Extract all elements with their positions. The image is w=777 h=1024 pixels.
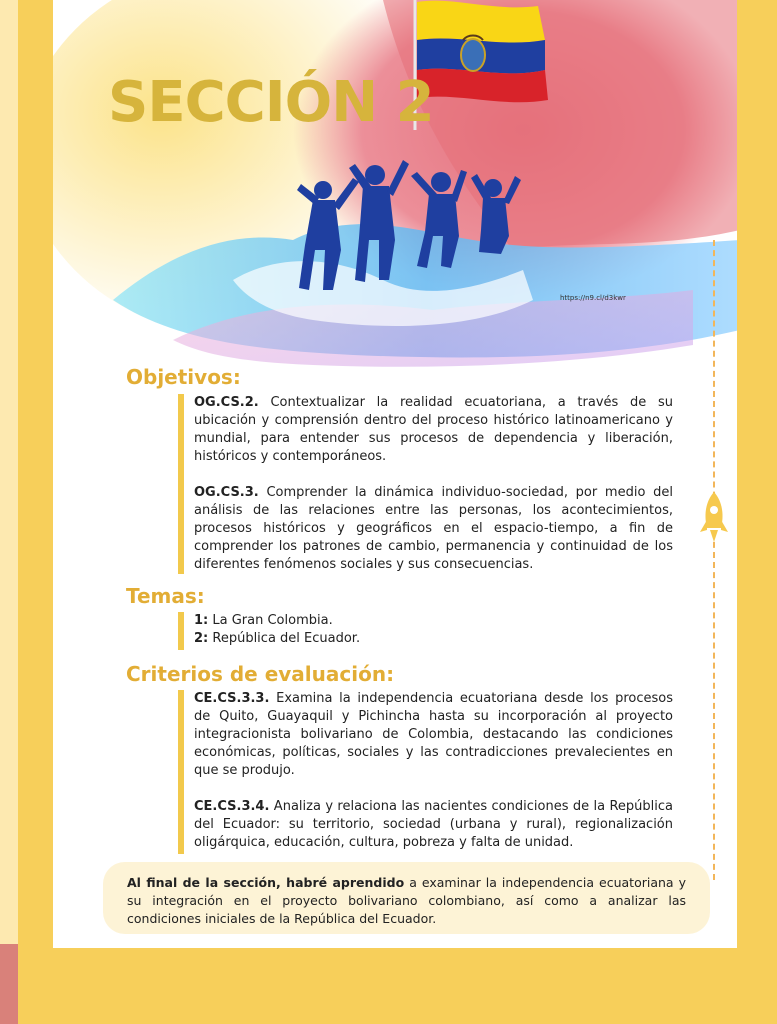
criterio-code: CE.CS.3.3. bbox=[194, 691, 270, 706]
tema-number: 2: bbox=[194, 631, 209, 646]
dashed-guide-line-right bbox=[713, 240, 715, 880]
objetivo-code: OG.CS.3. bbox=[194, 485, 259, 500]
objetivos-block bbox=[178, 394, 673, 574]
image-credit-url[interactable]: https://n9.cl/d3kwr bbox=[560, 294, 626, 302]
summary-bold-lead: Al final de la sección, habré aprendido bbox=[127, 875, 405, 890]
rocket-icon bbox=[697, 490, 731, 544]
summary-text bbox=[127, 874, 686, 928]
criterios-block bbox=[178, 690, 673, 854]
summary-body: a examinar la independencia ecuatoriana y su integración en el proyecto bolivariano colombiano, así como a analizar las condiciones iniciales de la República del Ecuador. bbox=[127, 875, 686, 926]
learning-summary-box bbox=[103, 862, 710, 934]
objetivo-item bbox=[194, 394, 673, 466]
section-title: SECCIÓN 2 bbox=[108, 70, 434, 135]
criterio-code: CE.CS.3.4. bbox=[194, 799, 270, 814]
objetivo-code: OG.CS.2. bbox=[194, 395, 259, 410]
right-page-strip bbox=[737, 0, 777, 1024]
criterio-text: Analiza y relaciona las nacientes condiciones de la República del Ecuador: su territorio, sociedad (urbana y rural), regionalización oligárquica, educación, cultura, pobreza y falta de unidad. bbox=[194, 799, 673, 850]
temas-block bbox=[178, 612, 673, 650]
objetivo-text: Contextualizar la realidad ecuatoriana, a través de su ubicación y comprensión dentro del proceso histórico latinoamericano y mundial, para entender sus procesos de dependencia y liberación, históricos y contemporáneos. bbox=[194, 395, 673, 464]
tema-text: República del Ecuador. bbox=[208, 631, 361, 646]
criterio-item bbox=[194, 690, 673, 780]
left-red-tab bbox=[0, 944, 18, 1024]
objetivo-text: Comprender la dinámica individuo-sociedad, por medio del análisis de las relaciones entre las personas, los acontecimientos, procesos históricos y geográficos en el espacio-tiempo, a fin de comprender los patrones de cambio, permanencia y continuidad de los diferentes fenómenos sociales y sus consecuencias. bbox=[194, 485, 673, 572]
temas-heading: Temas: bbox=[126, 584, 205, 608]
criterios-heading: Criterios de evaluación: bbox=[126, 662, 395, 686]
tema-item bbox=[194, 630, 673, 648]
tema-text: La Gran Colombia. bbox=[208, 613, 333, 628]
tema-item bbox=[194, 612, 673, 630]
left-page-strip bbox=[0, 0, 18, 1024]
tema-number: 1: bbox=[194, 613, 209, 628]
criterio-item bbox=[194, 798, 673, 852]
hero-illustration bbox=[53, 0, 740, 380]
criterio-text: Examina la independencia ecuatoriana desde los procesos de Quito, Guayaquil y Pichincha hasta su incorporación al proyecto integracionista bolivariano de Colombia, destacando las condiciones económicas, políticas, sociales y las contradicciones prevalecientes en que se produjo. bbox=[194, 691, 673, 778]
objetivos-heading: Objetivos: bbox=[126, 365, 241, 389]
objetivo-item bbox=[194, 484, 673, 574]
